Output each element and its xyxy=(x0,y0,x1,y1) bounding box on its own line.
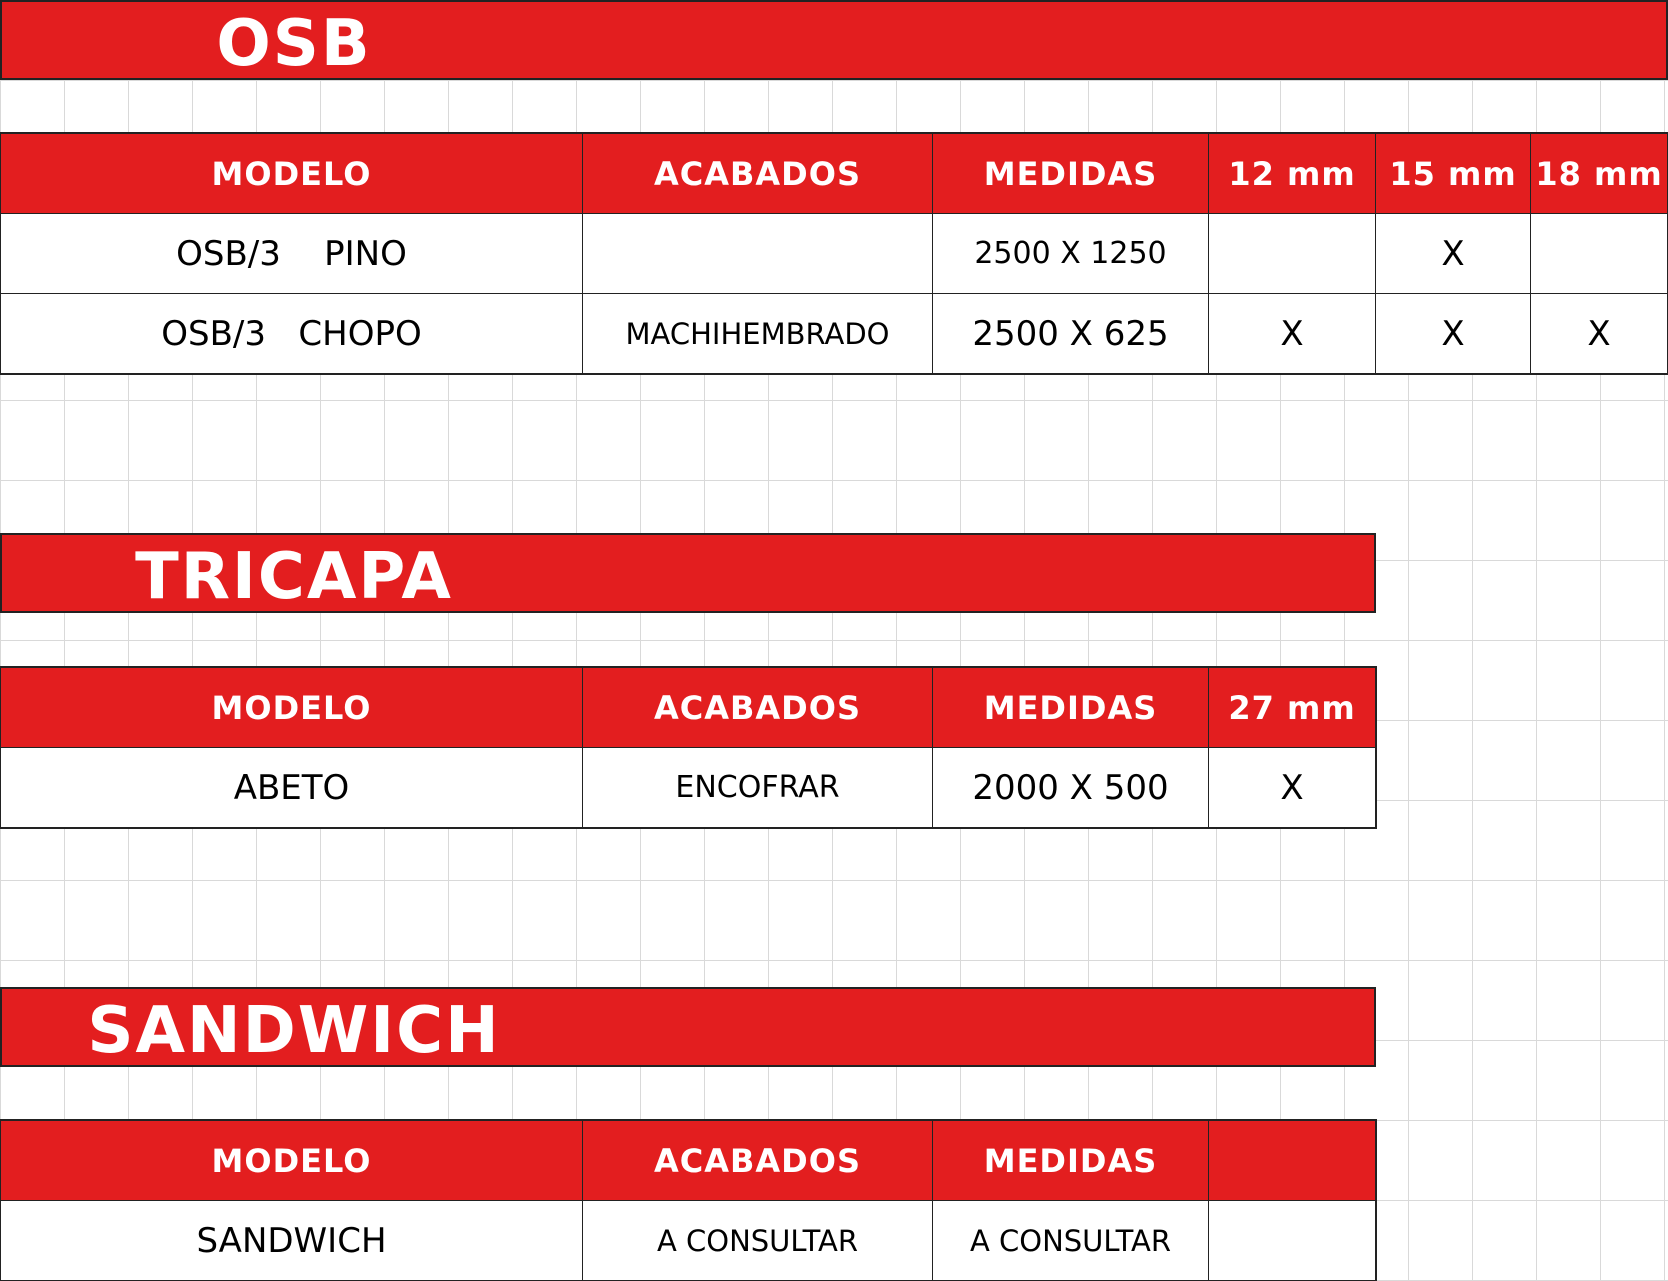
cell-27mm: X xyxy=(1209,748,1376,828)
table-row xyxy=(1,294,1668,374)
column-header-medidas: MEDIDAS xyxy=(933,668,1209,748)
cell-acabados: MACHIHEMBRADO xyxy=(583,294,933,374)
cell-modelo: SANDWICH xyxy=(1,1201,583,1281)
section-title-bar-sandwich xyxy=(0,987,1376,1067)
cell-acabados: ENCOFRAR xyxy=(583,748,933,828)
table-row xyxy=(1,748,1376,828)
osb-table xyxy=(0,133,1668,374)
cell-acabados: A CONSULTAR xyxy=(583,1201,933,1281)
cell-empty xyxy=(1209,1201,1376,1281)
cell-medidas: 2000 X 500 xyxy=(933,748,1209,828)
column-header-acabados: ACABADOS xyxy=(583,134,933,214)
table-row xyxy=(1,214,1668,294)
column-header-empty xyxy=(1209,1121,1376,1201)
cell-modelo: OSB/3 CHOPO xyxy=(1,294,583,374)
cell-medidas: 2500 X 1250 xyxy=(933,214,1209,294)
cell-modelo: OSB/3 PINO xyxy=(1,214,583,294)
cell-modelo: ABETO xyxy=(1,748,583,828)
column-header-modelo: MODELO xyxy=(1,1121,583,1201)
column-header-15mm: 15 mm xyxy=(1376,134,1531,214)
column-header-acabados: ACABADOS xyxy=(583,1121,933,1201)
section-title-bar-tricapa xyxy=(0,533,1376,613)
cell-18mm xyxy=(1531,214,1668,294)
column-header-18mm: 18 mm xyxy=(1531,134,1668,214)
column-header-modelo: MODELO xyxy=(1,668,583,748)
table-row xyxy=(1,1201,1376,1281)
tricapa-table xyxy=(0,667,1376,828)
table-header-row xyxy=(1,668,1376,748)
cell-12mm xyxy=(1209,214,1376,294)
cell-medidas: A CONSULTAR xyxy=(933,1201,1209,1281)
table-header-row xyxy=(1,1121,1376,1201)
cell-medidas: 2500 X 625 xyxy=(933,294,1209,374)
column-header-12mm: 12 mm xyxy=(1209,134,1376,214)
section-title-bar-osb xyxy=(0,0,1668,80)
cell-15mm: X xyxy=(1376,294,1531,374)
table-header-row xyxy=(1,134,1668,214)
sandwich-table xyxy=(0,1120,1376,1281)
cell-12mm: X xyxy=(1209,294,1376,374)
column-header-medidas: MEDIDAS xyxy=(933,134,1209,214)
column-header-acabados: ACABADOS xyxy=(583,668,933,748)
section-title: TRICAPA xyxy=(135,540,453,614)
cell-15mm: X xyxy=(1376,214,1531,294)
column-header-medidas: MEDIDAS xyxy=(933,1121,1209,1201)
section-title: OSB xyxy=(216,7,372,81)
column-header-27mm: 27 mm xyxy=(1209,668,1376,748)
cell-acabados xyxy=(583,214,933,294)
cell-18mm: X xyxy=(1531,294,1668,374)
column-header-modelo: MODELO xyxy=(1,134,583,214)
section-title: SANDWICH xyxy=(87,994,501,1068)
